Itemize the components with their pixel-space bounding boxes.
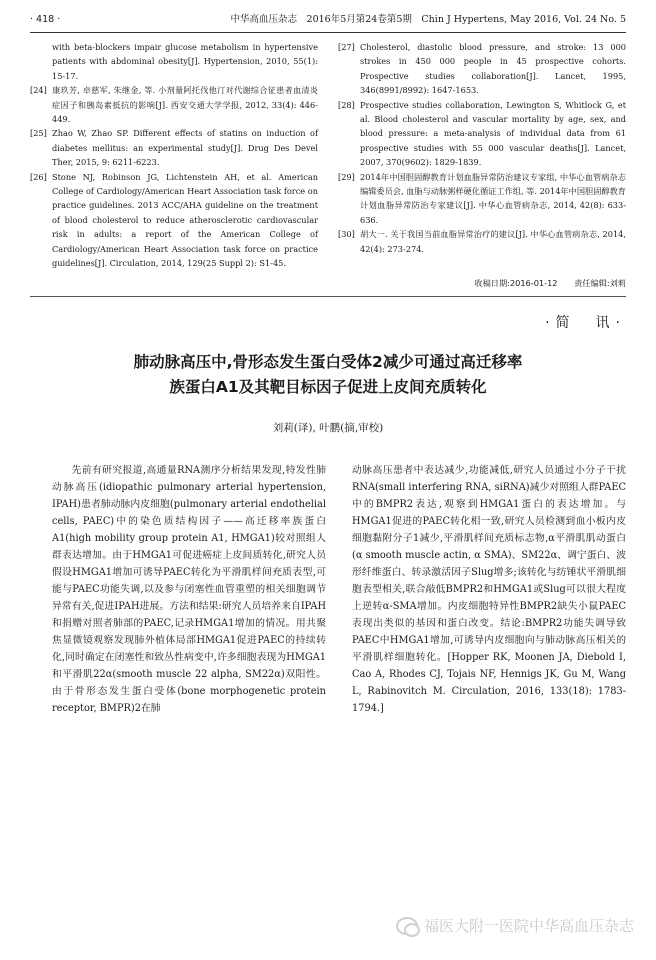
references-right-column bbox=[338, 40, 626, 292]
reference-item: [28] Prospective studies collaboration, Lewington S, Whitlock G, et al. Blood cholesterol and vascular mortality by age, sex, and blood pressure: a meta-analysis of individual data from 61 prospective studies with 55 000 vascular deaths[J]. Lancet, 2007, 370(9602): 1829-1839. bbox=[338, 99, 626, 168]
references-left-column bbox=[30, 40, 318, 292]
wechat-icon bbox=[396, 917, 418, 935]
article-column-right bbox=[352, 462, 626, 717]
article-author: 刘莉(译), 叶鹏(摘,审校) bbox=[272, 422, 384, 434]
page-header bbox=[30, 8, 626, 33]
page-number: · 418 · bbox=[30, 14, 61, 25]
article-column-left bbox=[52, 462, 326, 717]
article-title-line-2: 族蛋白A1及其靶目标因子促进上皮间充质转化 bbox=[169, 378, 487, 396]
received-date: 收稿日期:2016-01-12 bbox=[474, 278, 558, 288]
section-tag: ·简 讯· bbox=[545, 315, 626, 331]
reference-item: [25] Zhao W, Zhao SP. Different effects of statins on induction of diabetes mellitus: an experimental study[J]. Drug Des Devel Ther, 2015, 9: 6211-6223. bbox=[30, 128, 318, 168]
watermark bbox=[396, 915, 634, 936]
reference-item: [27] Cholesterol, diastolic blood pressure, and stroke: 13 000 strokes in 450 000 people in 45 prospective cohorts. Prospective studies collaboration[J]. Lancet, 1995, 346(8991/8992): 1647-1653. bbox=[338, 42, 626, 96]
section-divider bbox=[30, 296, 626, 297]
article-title bbox=[40, 350, 616, 400]
reference-item: [26] Stone NJ, Robinson JG, Lichtenstein AH, et al. American College of Cardiology/American Heart Association task force on practice guidelines. 2013 ACC/AHA guideline on the treatment of blood cholesterol to reduce atherosclerotic cardiovascular risk in adults: a report of the American College of Cardiology/American Heart Association task force on practice guidelines[J]. Circulation, 2014, 129(25 Suppl 2): S1-45. bbox=[30, 171, 318, 269]
received-date-note bbox=[460, 278, 626, 289]
reference-item: [24] 康玖芳, 卓慈军, 朱继金, 等. 小剂量阿托伐他汀对代谢综合征患者血清炎症因子和胰岛素抵抗的影响[J]. 西安交通大学学报, 2012, 33(4): 446-449. bbox=[30, 85, 318, 125]
journal-info: 中华高血压杂志 2016年5月第24卷第5期 Chin J Hypertens, May 2016, Vol. 24 No. 5 bbox=[230, 14, 626, 25]
reference-item: [29] 2014年中国胆固醇教育计划血脂异常防治建议专家组, 中华心血管病杂志编辑委员会, 血脂与动脉粥样硬化循证工作组, 等. 2014年中国胆固醇教育计划血脂异常防治专家建议[J]. 中华心血管病杂志, 2014, 42(8): 633-636. bbox=[338, 171, 626, 225]
article-paragraph: 动脉高压患者中表达减少,功能减低,研究人员通过小分子干扰RNA(small interfering RNA, siRNA)减少对照组人群PAEC中的BMPR2表达,观察到HMGA1蛋白的表达增加。与HMGA1促进的PAEC转化相一致,研究人员检测到血小板内皮细胞黏附分子1减少,平滑肌样间充质标志物,α平滑肌肌动蛋白(α smooth muscle actin, α SMA)、SM22α、调宁蛋白、波形纤维蛋白、转录激活因子Slug增多;该转化与纺锤状平滑肌细胞表型相关,联合敲低BMPR2和HMGA1或Slug可以很大程度上逆转α-SMA增加。内皮细胞特异性BMPR2缺失小鼠PAEC表现出类似的基因和蛋白改变。结论:BMPR2功能失调导致PAEC中HMGA1增加,可诱导内皮细胞向与肺动脉高压相关的平滑肌样细胞转化。[Hopper RK, Moonen JA, Diebold I, Cao A, Rhodes CJ, Tojais NF, Hennigs JK, Gu M, Wang L, Rabinovitch M. Circulation, 2016, 133(18): 1783-1794.] bbox=[352, 465, 626, 714]
reference-item: [30] 胡大一. 关于我国当前血脂异常治疗的建议[J]. 中华心血管病杂志, 2014, 42(4): 273-274. bbox=[338, 229, 626, 254]
reference-item: with beta-blockers impair glucose metabolism in hypertensive patients with abdominal obesity[J]. Hypertension, 2010, 55(1): 15-17. bbox=[52, 42, 318, 81]
article-paragraph: 先前有研究报道,高通量RNA测序分析结果发现,特发性肺动脉高压(idiopathic pulmonary arterial hypertension, IPAH)患者肺动脉内皮细胞(pulmonary arterial endothelial cells, PAEC)中的染色质结构因子——高迁移率族蛋白A1(high mobility group protein A1, HMGA1)较对照组人群表达增加。由于HMGA1可促进癌症上皮间质转化,研究人员假设HMGA1增加可诱导PAEC转化为平滑肌样间充质表型,可能与PAEC功能失调,以及参与闭塞性血管重塑的相关细胞调节异常有关,促进IPAH进展。方法和结果:研究人员培养来自IPAH和捐赠对照者肺部的PAEC,记录HMGA1增加的情况。用共聚焦显微镜观察发现肺外植体局部HMGA1促进PAEC的持续转化,同时确定在闭塞性和致丛性病变中,许多细胞表现为HMGA1和平滑肌22α(smooth muscle 22 alpha, SM22α)双阳性。由于骨形态发生蛋白受体(bone morphogenetic protein receptor, BMPR)2在肺 bbox=[52, 465, 326, 714]
article-title-line-1: 肺动脉高压中,骨形态发生蛋白受体2减少可通过高迁移率 bbox=[133, 353, 523, 371]
article-body bbox=[52, 462, 626, 717]
references-section bbox=[30, 40, 626, 292]
responsible-editor: 责任编辑:刘莉 bbox=[574, 278, 626, 288]
watermark-text: 福医大附一医院中华高血压杂志 bbox=[423, 917, 634, 935]
